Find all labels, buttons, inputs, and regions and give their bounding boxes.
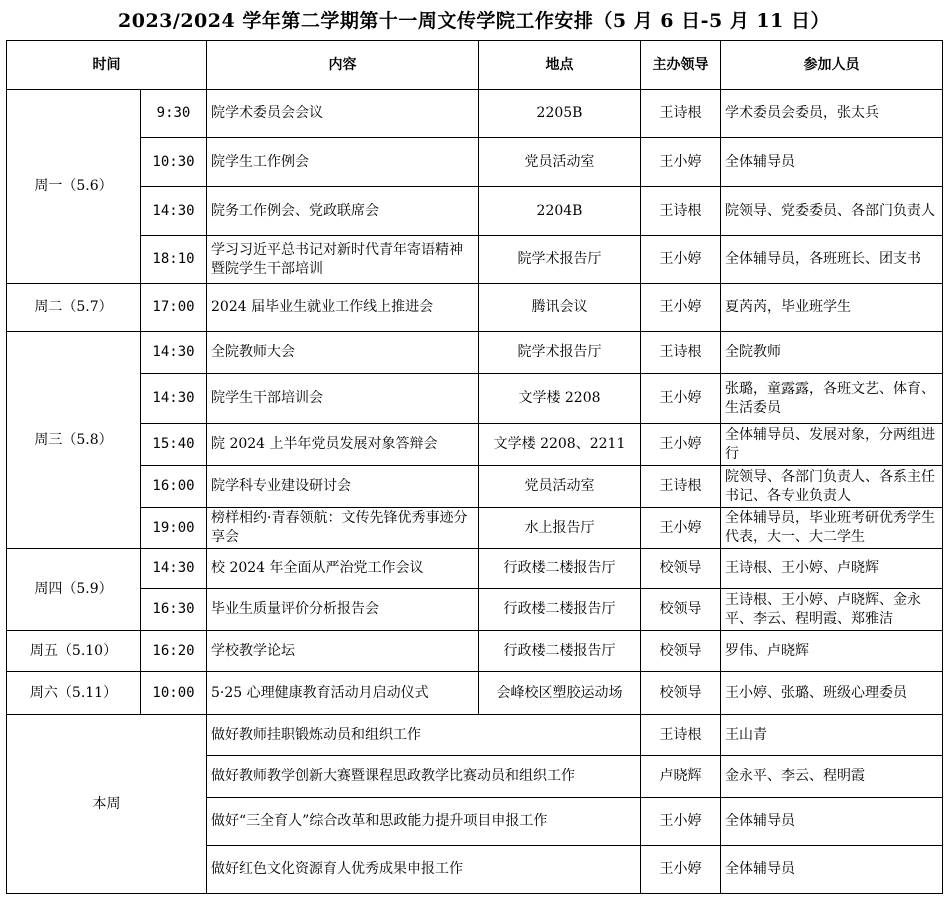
participants-cell: 王小婷、张璐、班级心理委员 — [721, 672, 943, 715]
content-cell: 榜样相约·青春领航：文传先锋优秀事迹分享会 — [207, 508, 479, 549]
time-cell: 16:30 — [141, 589, 207, 631]
content-cell: 院务工作例会、党政联席会 — [207, 187, 479, 236]
time-cell: 10:30 — [141, 138, 207, 187]
leader-cell: 王诗根 — [641, 90, 721, 138]
time-cell: 14:30 — [141, 187, 207, 236]
table-row — [7, 187, 943, 236]
location-cell: 文学楼 2208、2211 — [479, 424, 641, 466]
time-cell: 17:00 — [141, 284, 207, 332]
header-leader: 主办领导 — [641, 41, 721, 90]
leader-cell: 王诗根 — [641, 466, 721, 508]
leader-cell: 卢晓辉 — [641, 756, 721, 798]
content-cell: 做好教师教学创新大赛暨课程思政教学比赛动员和组织工作 — [207, 756, 641, 798]
time-cell: 14:30 — [141, 374, 207, 424]
location-cell: 行政楼二楼报告厅 — [479, 631, 641, 672]
table-row — [7, 374, 943, 424]
location-cell: 行政楼二楼报告厅 — [479, 589, 641, 631]
header-time: 时间 — [7, 41, 207, 90]
location-cell: 党员活动室 — [479, 138, 641, 187]
leader-cell: 王小婷 — [641, 798, 721, 846]
table-row — [7, 631, 943, 672]
content-cell: 院学科专业建设研讨会 — [207, 466, 479, 508]
leader-cell: 王诗根 — [641, 715, 721, 756]
participants-cell: 全体辅导员，毕业班考研优秀学生代表，大一、大二学生 — [721, 508, 943, 549]
participants-cell: 王诗根、王小婷、卢晓辉 — [721, 549, 943, 589]
table-row — [7, 672, 943, 715]
header-location: 地点 — [479, 41, 641, 90]
table-row — [7, 589, 943, 631]
location-cell: 行政楼二楼报告厅 — [479, 549, 641, 589]
participants-cell: 金永平、李云、程明霞 — [721, 756, 943, 798]
leader-cell: 王小婷 — [641, 284, 721, 332]
day-cell: 周二（5.7） — [7, 284, 141, 332]
content-cell: 做好“三全育人”综合改革和思政能力提升项目申报工作 — [207, 798, 641, 846]
content-cell: 做好红色文化资源育人优秀成果申报工作 — [207, 846, 641, 894]
participants-cell: 全体辅导员 — [721, 846, 943, 894]
leader-cell: 王小婷 — [641, 236, 721, 284]
participants-cell: 全体辅导员 — [721, 138, 943, 187]
participants-cell: 王山青 — [721, 715, 943, 756]
location-cell: 水上报告厅 — [479, 508, 641, 549]
participants-cell: 全院教师 — [721, 332, 943, 374]
leader-cell: 校领导 — [641, 589, 721, 631]
time-cell: 15:40 — [141, 424, 207, 466]
table-row — [7, 90, 943, 138]
table-row — [7, 332, 943, 374]
content-cell: 院学生干部培训会 — [207, 374, 479, 424]
leader-cell: 王诗根 — [641, 332, 721, 374]
day-cell: 本周 — [7, 715, 207, 894]
location-cell: 院学术报告厅 — [479, 332, 641, 374]
location-cell: 文学楼 2208 — [479, 374, 641, 424]
page-title: 2023/2024 学年第二学期第十一周文传学院工作安排（5 月 6 日-5 月 11 日） — [118, 10, 830, 32]
leader-cell: 王小婷 — [641, 846, 721, 894]
leader-cell: 王小婷 — [641, 374, 721, 424]
table-row — [7, 466, 943, 508]
table-row — [7, 715, 943, 756]
table-row — [7, 138, 943, 187]
participants-cell: 学术委员会委员，张太兵 — [721, 90, 943, 138]
day-cell: 周五（5.10） — [7, 631, 141, 672]
location-cell: 党员活动室 — [479, 466, 641, 508]
table-row — [7, 236, 943, 284]
content-cell: 院 2024 上半年党员发展对象答辩会 — [207, 424, 479, 466]
location-cell: 腾讯会议 — [479, 284, 641, 332]
content-cell: 院学生工作例会 — [207, 138, 479, 187]
time-cell: 19:00 — [141, 508, 207, 549]
header-row — [7, 41, 943, 90]
time-cell: 10:00 — [141, 672, 207, 715]
participants-cell: 全体辅导员 — [721, 798, 943, 846]
leader-cell: 校领导 — [641, 549, 721, 589]
day-cell: 周一（5.6） — [7, 90, 141, 284]
location-cell: 院学术报告厅 — [479, 236, 641, 284]
day-cell: 周三（5.8） — [7, 332, 141, 549]
table-row — [7, 549, 943, 589]
content-cell: 5·25 心理健康教育活动月启动仪式 — [207, 672, 479, 715]
leader-cell: 王诗根 — [641, 187, 721, 236]
participants-cell: 夏芮芮，毕业班学生 — [721, 284, 943, 332]
participants-cell: 罗伟、卢晓辉 — [721, 631, 943, 672]
time-cell: 16:00 — [141, 466, 207, 508]
header-participants: 参加人员 — [721, 41, 943, 90]
content-cell: 做好教师挂职锻炼动员和组织工作 — [207, 715, 641, 756]
content-cell: 学校教学论坛 — [207, 631, 479, 672]
participants-cell: 全体辅导员、发展对象，分两组进行 — [721, 424, 943, 466]
content-cell: 院学术委员会会议 — [207, 90, 479, 138]
participants-cell: 院领导、各部门负责人、各系主任书记、各专业负责人 — [721, 466, 943, 508]
leader-cell: 王小婷 — [641, 138, 721, 187]
table-row — [7, 508, 943, 549]
leader-cell: 校领导 — [641, 672, 721, 715]
table-row — [7, 284, 943, 332]
content-cell: 全院教师大会 — [207, 332, 479, 374]
leader-cell: 王小婷 — [641, 508, 721, 549]
location-cell: 会峰校区塑胶运动场 — [479, 672, 641, 715]
location-cell: 2205B — [479, 90, 641, 138]
time-cell: 14:30 — [141, 549, 207, 589]
time-cell: 9:30 — [141, 90, 207, 138]
time-cell: 18:10 — [141, 236, 207, 284]
participants-cell: 王诗根、王小婷、卢晓辉、金永平、李云、程明霞、郑雅洁 — [721, 589, 943, 631]
day-cell: 周四（5.9） — [7, 549, 141, 631]
table-row — [7, 424, 943, 466]
location-cell: 2204B — [479, 187, 641, 236]
content-cell: 毕业生质量评价分析报告会 — [207, 589, 479, 631]
schedule-table — [6, 40, 943, 894]
time-cell: 16:20 — [141, 631, 207, 672]
participants-cell: 张璐，童露露，各班文艺、体育、生活委员 — [721, 374, 943, 424]
day-cell: 周六（5.11） — [7, 672, 141, 715]
leader-cell: 校领导 — [641, 631, 721, 672]
content-cell: 2024 届毕业生就业工作线上推进会 — [207, 284, 479, 332]
content-cell: 学习习近平总书记对新时代青年寄语精神暨院学生干部培训 — [207, 236, 479, 284]
leader-cell: 王小婷 — [641, 424, 721, 466]
participants-cell: 院领导、党委委员、各部门负责人 — [721, 187, 943, 236]
header-content: 内容 — [207, 41, 479, 90]
content-cell: 校 2024 年全面从严治党工作会议 — [207, 549, 479, 589]
participants-cell: 全体辅导员，各班班长、团支书 — [721, 236, 943, 284]
time-cell: 14:30 — [141, 332, 207, 374]
